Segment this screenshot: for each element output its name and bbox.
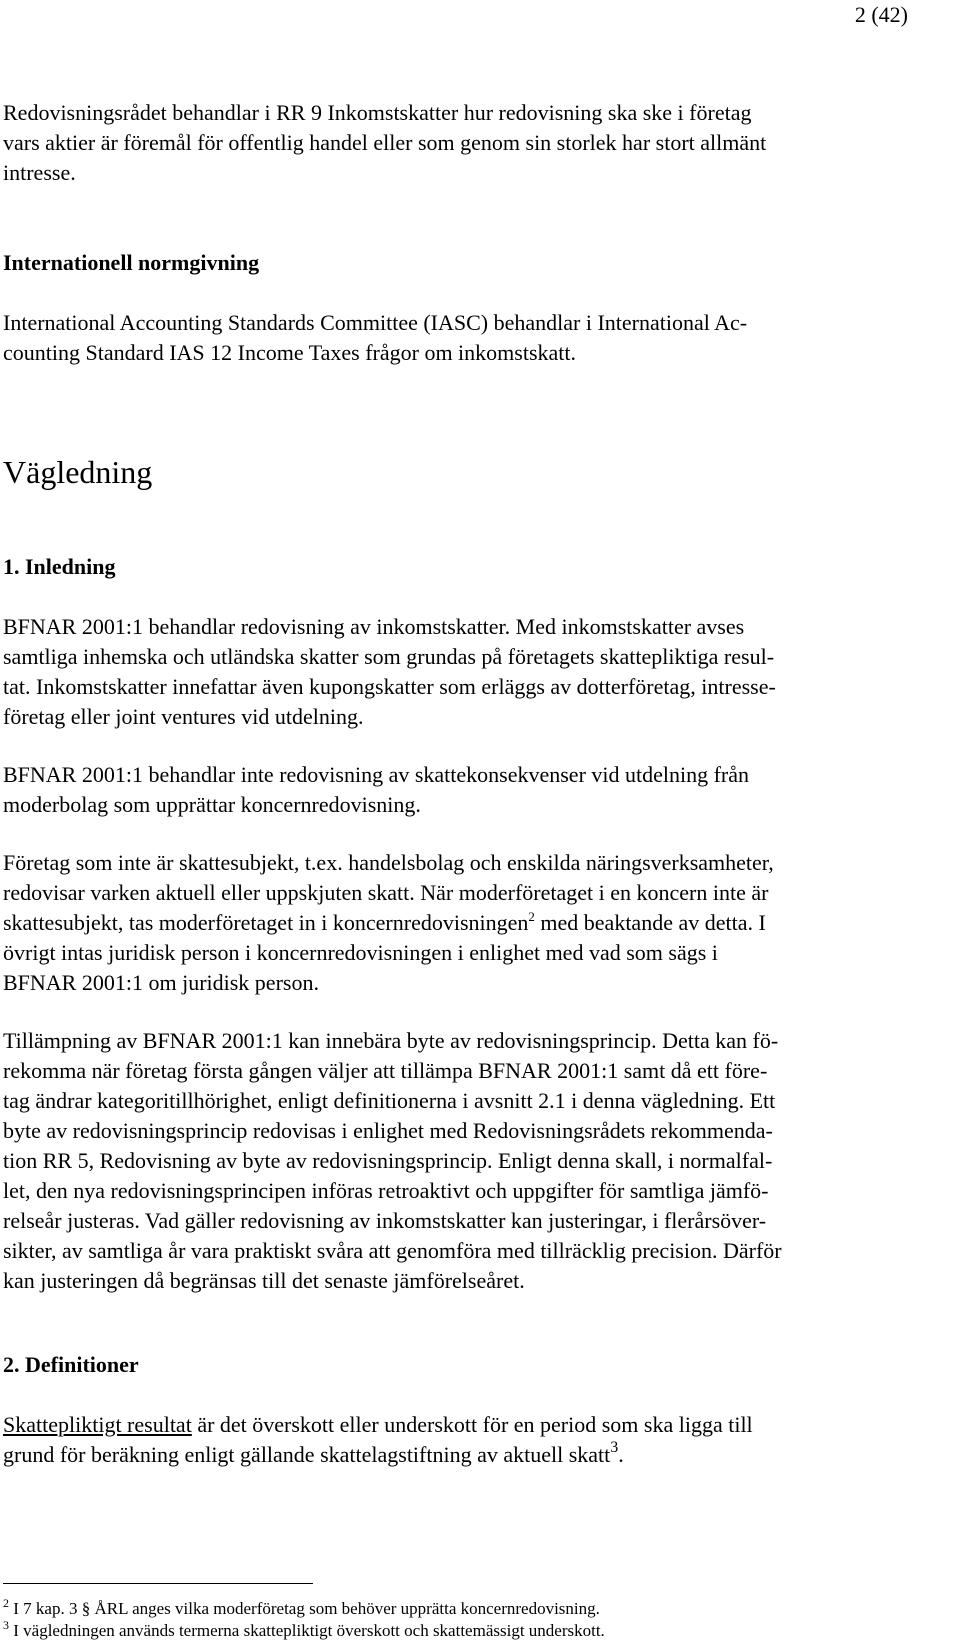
section-heading-definitioner: 2. Definitioner (3, 1352, 139, 1377)
text-line: byte av redovisningsprincip redovisas i enlighet med Redovisningsrådets rekommenda- (3, 1118, 773, 1143)
footnote-text: I vägledningen används termerna skattepliktigt överskott och skattemässigt underskott. (9, 1621, 605, 1640)
text-line: relseår justeras. Vad gäller redovisning av inkomstskatter kan justeringar, i flerårsöver- (3, 1208, 767, 1233)
text-line (3, 908, 766, 938)
text-line: tion RR 5, Redovisning av byte av redovisningsprincip. Enligt denna skall, i normalfal- (3, 1148, 773, 1173)
text-span: grund för beräkning enligt gällande skattelagstiftning av aktuell skatt (3, 1442, 611, 1467)
text-line: let, den nya redovisningsprincipen införas retroaktivt och uppgifter för samtliga jämfö- (3, 1178, 769, 1203)
text-line: intresse. (3, 160, 76, 185)
footnote-ref-2[interactable]: 2 (528, 909, 535, 924)
text-line (3, 1410, 753, 1440)
text-line: Företag som inte är skattesubjekt, t.ex. handelsbolag och enskilda näringsverksamheter, (3, 850, 774, 875)
footnote-number: 2 (3, 1596, 9, 1610)
text-line: tat. Inkomstskatter innefattar även kupongskatter som erläggs av dotterföretag, intresse- (3, 674, 776, 699)
text-line (3, 1440, 624, 1470)
footnote-text: I 7 kap. 3 § ÅRL anges vilka moderföretag som behöver upprätta koncernredovisning. (9, 1599, 600, 1618)
footnote-number: 3 (3, 1618, 9, 1632)
footnote-3 (3, 1620, 605, 1642)
text-line: tag ändrar kategoritillhörighet, enligt definitionerna i avsnitt 2.1 i denna vägledning. Ett (3, 1088, 776, 1113)
text-line: företag eller joint ventures vid utdelning. (3, 704, 364, 729)
footnote-ref-3[interactable]: 3 (610, 1439, 619, 1456)
text-line: vars aktier är föremål för offentlig handel eller som genom sin storlek har stort allmänt (3, 130, 767, 155)
section-heading-inledning: 1. Inledning (3, 554, 116, 579)
text-line: rekomma när företag första gången väljer att tillämpa BFNAR 2001:1 samt då ett före- (3, 1058, 768, 1083)
text-line: moderbolag som upprättar koncernredovisning. (3, 792, 421, 817)
text-line: BFNAR 2001:1 om juridisk person. (3, 970, 319, 995)
text-line: Tillämpning av BFNAR 2001:1 kan innebära byte av redovisningsprincip. Detta kan fö- (3, 1028, 779, 1053)
text-line: samtliga inhemska och utländska skatter som grundas på företagets skattepliktiga resul- (3, 644, 775, 669)
term-skattepliktigt-resultat: Skattepliktigt resultat (3, 1412, 192, 1437)
text-line: redovisar varken aktuell eller uppskjuten skatt. När moderföretaget i en koncern inte är (3, 880, 769, 905)
text-line: counting Standard IAS 12 Income Taxes frågor om inkomstskatt. (3, 340, 577, 365)
footnote-2 (3, 1598, 600, 1620)
text-line: övrigt intas juridisk person i koncernredovisningen i enlighet med vad som sägs i (3, 940, 718, 965)
text-span: är det överskott eller underskott för en period som ska ligga till (191, 1412, 753, 1437)
text-span: med beaktande av detta. I (534, 910, 766, 935)
text-line: International Accounting Standards Committee (IASC) behandlar i International Ac- (3, 310, 748, 335)
text-line: kan justeringen då begränsas till det senaste jämförelseåret. (3, 1268, 525, 1293)
text-line: BFNAR 2001:1 behandlar redovisning av inkomstskatter. Med inkomstskatter avses (3, 614, 745, 639)
page-number: 2 (42) (854, 2, 908, 27)
section-heading-international: Internationell normgivning (3, 250, 260, 275)
text-line: sikter, av samtliga år vara praktiskt svåra att genomföra med tillräcklig precision. Därför (3, 1238, 782, 1263)
footnote-divider (3, 1583, 313, 1584)
text-span: skattesubjekt, tas moderföretaget in i koncernredovisningen (3, 910, 529, 935)
guidance-title: Vägledning (3, 454, 153, 490)
text-line: Redovisningsrådet behandlar i RR 9 Inkomstskatter hur redovisning ska ske i företag (3, 100, 752, 125)
text-line: BFNAR 2001:1 behandlar inte redovisning av skattekonsekvenser vid utdelning från (3, 762, 750, 787)
text-span: . (618, 1442, 624, 1467)
